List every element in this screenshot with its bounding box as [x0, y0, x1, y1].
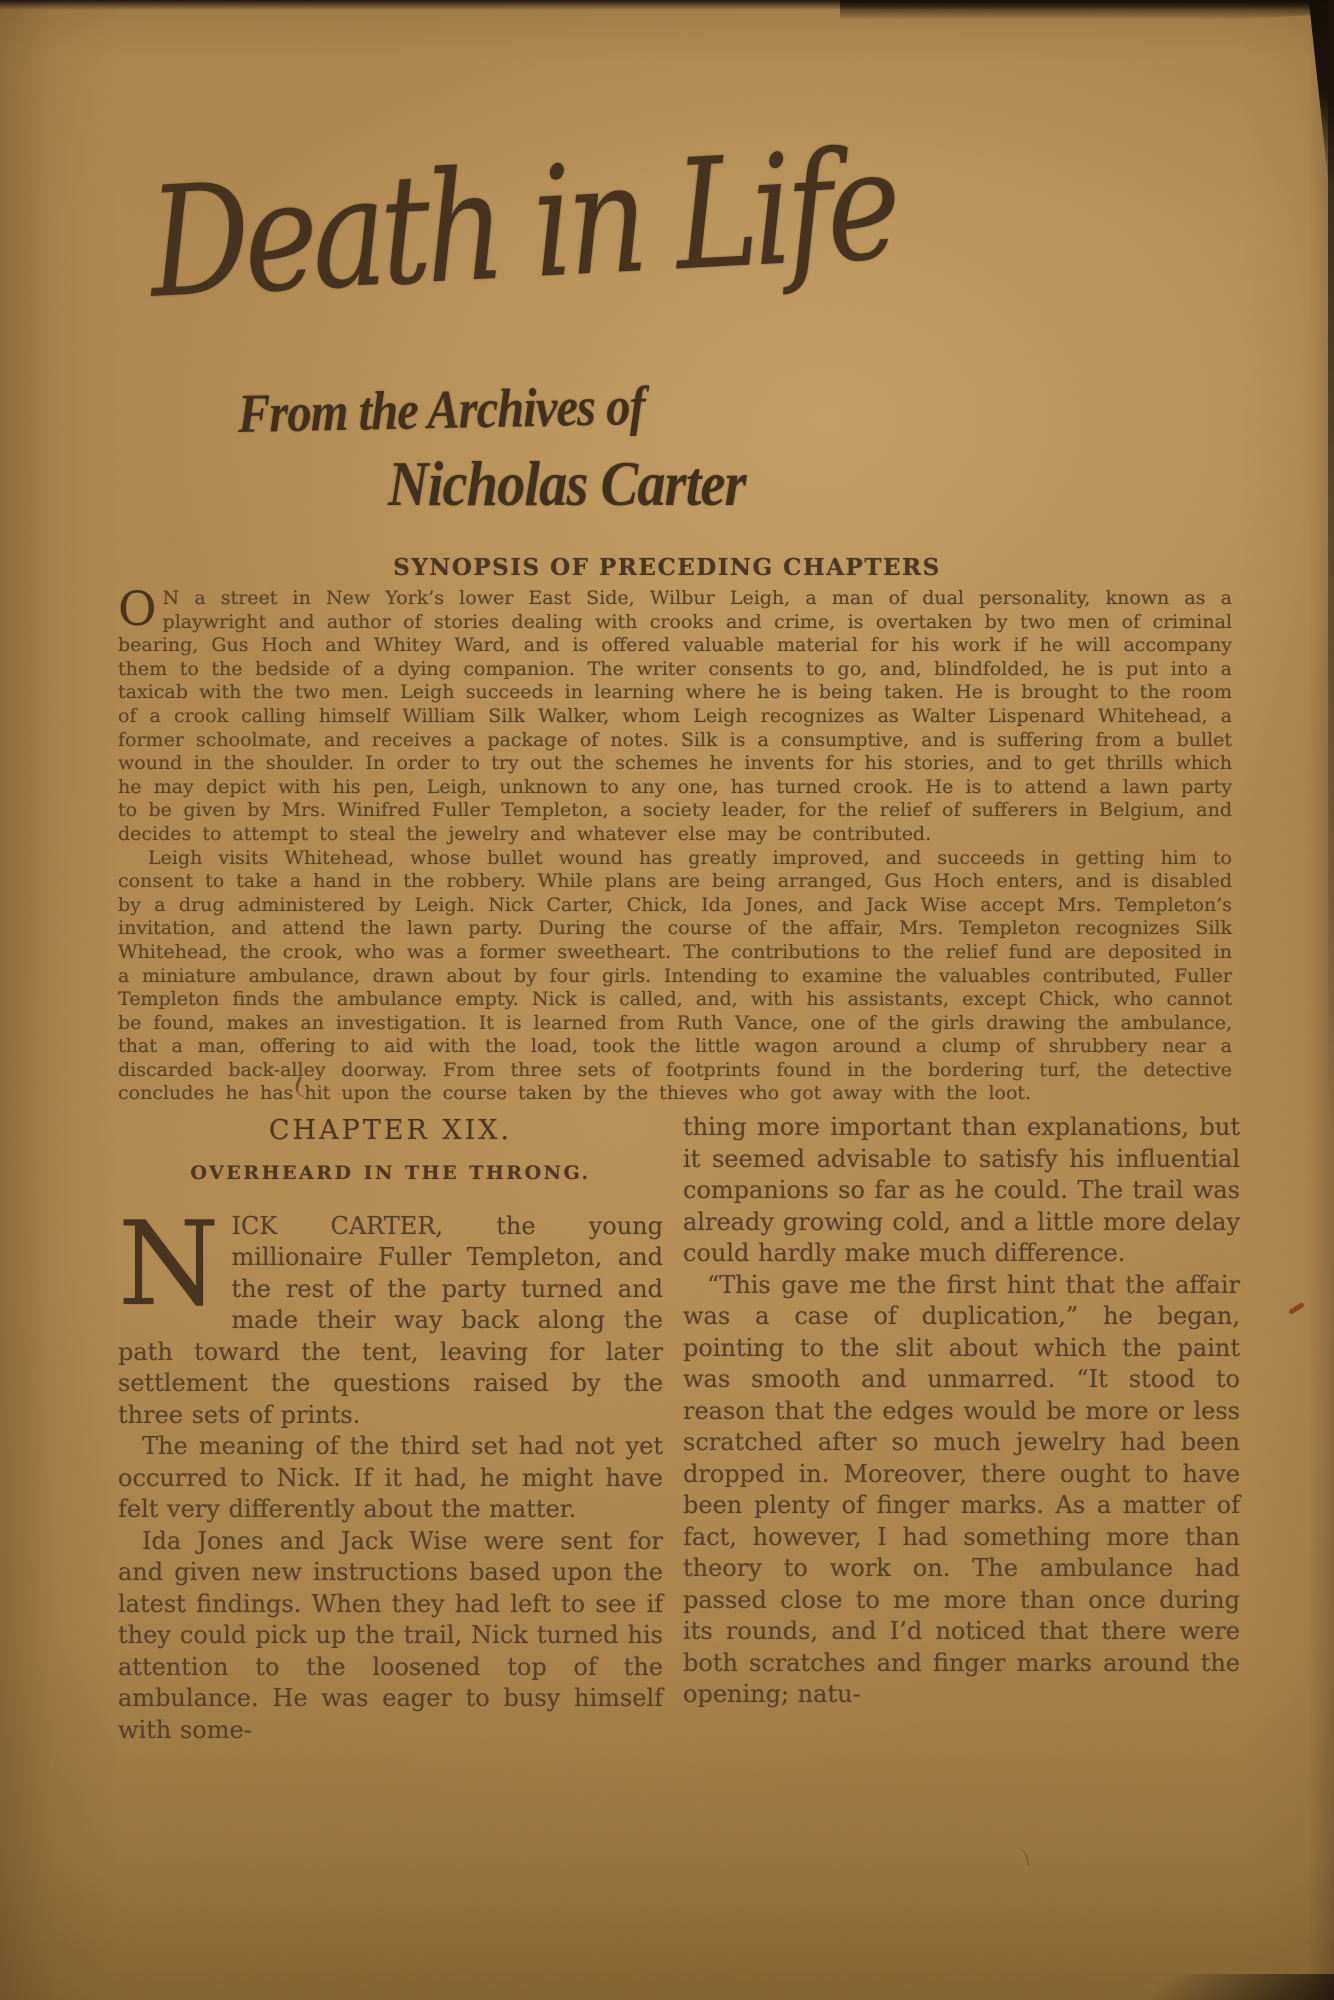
right-text-column	[683, 1112, 1240, 1711]
synopsis-paragraph-1	[118, 582, 1232, 847]
synopsis-paragraph-2: Leigh visits Whitehead, whose bullet wound has greatly improved, and succeeds in getting him to consent to take a hand in the robbery. While plans are being arranged, Gus Hoch enters, and is disabled by a drug administered by Leigh. Nick Carter, Chick, Ida Jones, and Jack Wise accept Mrs. Templeton’s invitation, and attend the lawn party. During the course of the affair, Mrs. Templeton recognizes Silk Whitehead, the crook, who was a former sweetheart. The contributions to the relief fund are deposited in a miniature ambulance, drawn about by four girls. Intending to examine the valuables contributed, Fuller Templeton finds the ambulance empty. Nick is called, and, with his assistants, except Chick, who cannot be found, makes an investigation. It is learned from Ruth Vance, one of the girls drawing the ambulance, that a man, offering to aid with the load, took the little wagon around a clump of shrubbery near a discarded back-alley doorway. From three sets of footprints found in the bordering turf, the detective concludes he has hit upon the course taken by the thieves who got away with the loot.	[118, 846, 1232, 1105]
story-byline-line1: From the Archives of	[237, 374, 646, 444]
faint-paper-smudge	[1010, 1847, 1030, 1870]
story-byline-line2: Nicholas Carter	[388, 448, 746, 519]
synopsis-text-block	[118, 582, 1232, 1106]
red-margin-mark	[1288, 1302, 1305, 1315]
left-column-paragraph-1	[118, 1196, 663, 1432]
page-top-right-edge-shadow	[840, 0, 1334, 20]
chapter-heading: CHAPTER XIX.	[268, 1115, 513, 1146]
right-column-paragraph-1: thing more important than explanations, but it seemed advisable to satisfy his influential companions so far as he could. The trail was already growing cold, and a little more delay could hardly make much difference.	[683, 1113, 1240, 1267]
right-column-paragraph-2: “This gave me the first hint that the affair was a case of duplication,” he began, pointing to the slit about which the paint was smooth and unmarred. “It stood to reason that the edges would be more or less scratched after so much jewelry had been dropped in. Moreover, there ought to have been plenty of finger marks. As a matter of fact, however, I had something more than theory to work on. The ambulance had passed close to me more than once during its rounds, and I’d noticed that there were both scratches and finger marks around the opening; natu-	[683, 1270, 1240, 1708]
left-text-column	[118, 1116, 663, 1746]
left-column-paragraph-3: Ida Jones and Jack Wise were sent for and given new instructions based upon the latest findings. When they had left to see if they could pick up the trail, Nick turned his attention to the loosened top of the ambulance. He was eager to busy himself with some-	[118, 1526, 663, 1744]
story-title: Death in Life	[145, 116, 900, 332]
left-column-paragraph-1-text: ICK CARTER, the young millionaire Fuller Templeton, and the rest of the party turned and made their way back along the path toward the tent, leaving for later settlement the questions raised by the three sets of prints.	[118, 1211, 663, 1429]
synopsis-paragraph-1-text: N a street in New York’s lower East Side, Wilbur Leigh, a man of dual personality, known as a playwright and author of stories dealing with crooks and crime, is overtaken by two men of criminal bearing, Gus Hoch and Whitey Ward, and is offered valuable material for his work if he will accompany them to the bedside of a dying companion. The writer consents to go, and, blindfolded, he is put into a taxicab with the two men. Leigh succeeds in learning where he is being taken. He is brought to the room of a crook calling himself William Silk Walker, whom Leigh recognizes as Walter Lispenard Whitehead, a former schoolmate, and receives a package of notes. Silk is a consumptive, and is suffering from a bullet wound in the shoulder. In order to try out the schemes he invents for his stories, and to get thrills which he may depict with his pen, Leigh, unknown to any one, has turned crook. He is to attend a lawn party to be given by Mrs. Winifred Fuller Templeton, a society leader, for the relief of sufferers in Belgium, and decides to attempt to steal the jewelry and whatever else may be contributed.	[118, 587, 1232, 845]
page-right-edge-shadow	[1328, 0, 1334, 1180]
left-column-paragraph-2: The meaning of the third set had not yet occurred to Nick. If it had, he might have felt very differently about the matter.	[118, 1432, 663, 1524]
page-bottom-right-corner-shadow	[1054, 1974, 1334, 2000]
synopsis-heading: SYNOPSIS OF PRECEDING CHAPTERS	[393, 554, 941, 581]
chapter-dropcap: N	[118, 1196, 220, 1332]
synopsis-dropcap: O	[118, 582, 157, 637]
chapter-subheading: OVERHEARD IN THE THRONG.	[190, 1161, 591, 1184]
